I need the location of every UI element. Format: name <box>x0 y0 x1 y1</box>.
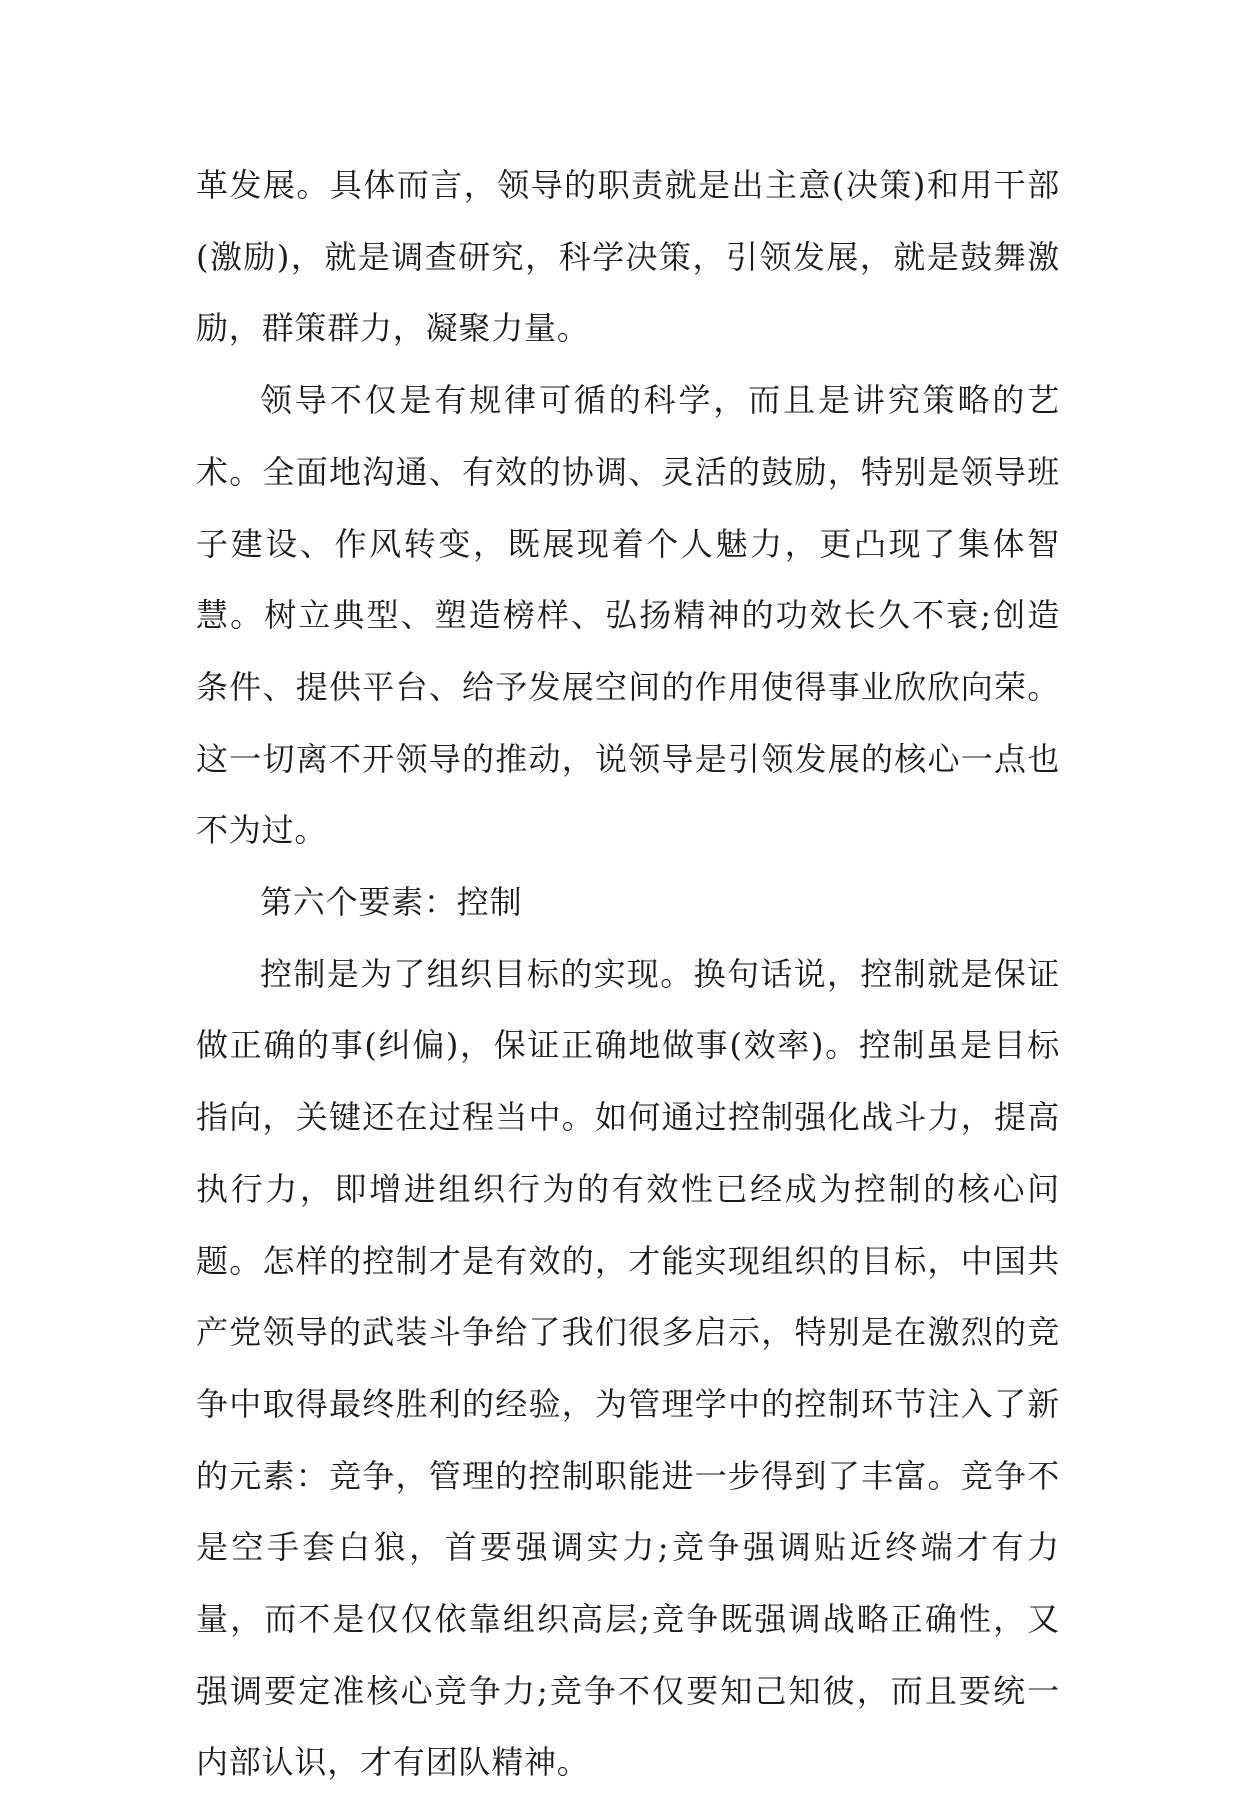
body-text <box>196 150 1060 1799</box>
section-heading: 第六个要素：控制 <box>260 883 523 922</box>
paragraph-control: 控制是为了组织目标的实现。换句话说，控制就是保证做正确的事(纠偏)，保证正确地做事(效率)。控制虽是目标指向，关键还在过程当中。如何通过控制强化战斗力，提高执行力，即增进组织行为的有效性已经成为控制的核心问题。怎样的控制才是有效的，才能实现组织的目标，中国共产党领导的武装斗争给了我们很多启示，特别是在激烈的竞争中取得最终胜利的经验，为管理学中的控制环节注入了新的元素：竞争，管理的控制职能进一步得到了丰富。竞争不是空手套白狼，首要强调实力;竞争强调贴近终端才有力量，而不是仅仅依靠组织高层;竞争既强调战略正确性，又强调要定准核心竞争力;竞争不仅要知己知彼，而且要统一内部认识，才有团队精神。 <box>196 954 1060 1782</box>
paragraph-continued: 革发展。具体而言，领导的职责就是出主意(决策)和用干部(激励)，就是调查研究，科学决策，引领发展，就是鼓舞激励，群策群力，凝聚力量。 <box>196 166 1060 348</box>
paragraph-leadership-art: 领导不仅是有规律可循的科学，而且是讲究策略的艺术。全面地沟通、有效的协调、灵活的鼓励，特别是领导班子建设、作风转变，既展现着个人魅力，更凸现了集体智慧。树立典型、塑造榜样、弘扬精神的功效长久不衰;创造条件、提供平台、给予发展空间的作用使得事业欣欣向荣。这一切离不开领导的推动，说领导是引领发展的核心一点也不为过。 <box>196 381 1060 850</box>
